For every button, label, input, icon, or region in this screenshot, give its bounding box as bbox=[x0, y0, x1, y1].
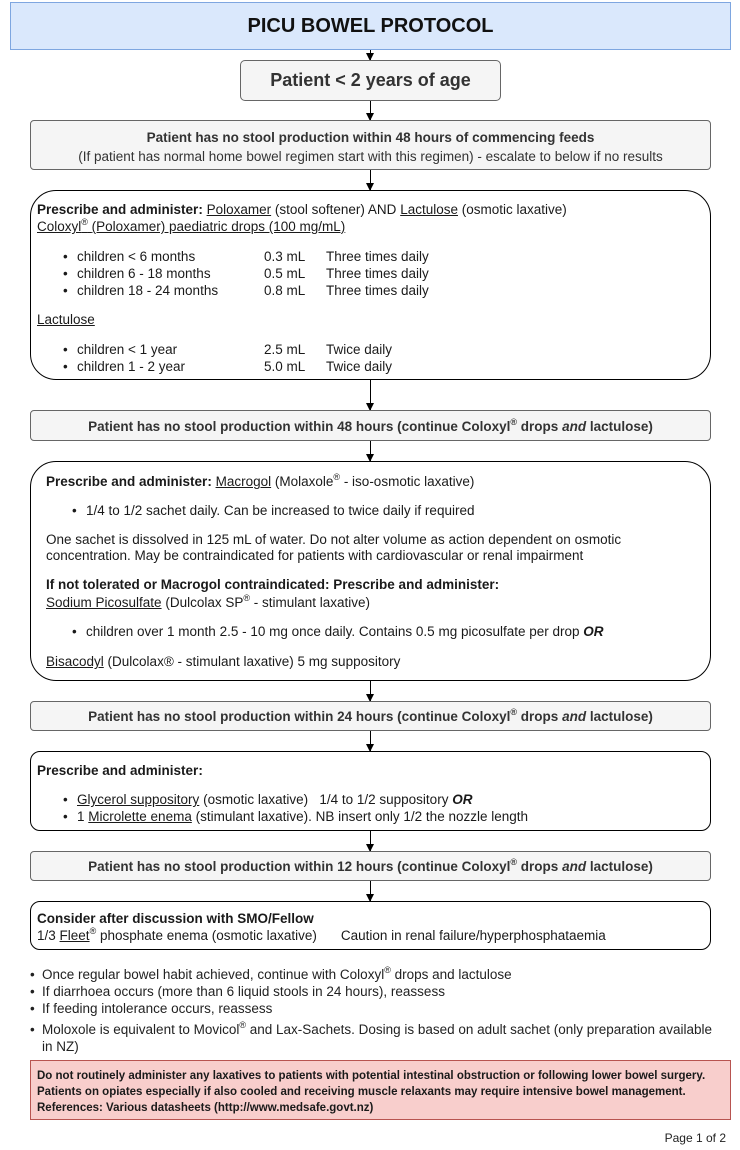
bisacodyl-line: Bisacodyl (Dulcolax® - stimulant laxative) 5 mg suppository bbox=[46, 654, 401, 669]
glycerol-item: • Glycerol suppository (osmotic laxative) 1/4 to 1/2 suppository OR bbox=[61, 791, 704, 808]
page-number: Page 1 of 2 bbox=[664, 1131, 726, 1145]
coloxyl-heading: Coloxyl® (Poloxamer) paediatric drops (100 mg/mL) bbox=[37, 217, 346, 234]
dose-frequency: Twice daily bbox=[326, 342, 393, 357]
dose-group: children < 6 months bbox=[77, 249, 196, 264]
dose-amount: 5.0 mL bbox=[264, 359, 306, 374]
dose-group: children < 1 year bbox=[77, 342, 178, 357]
age-criteria-box: Patient < 2 years of age bbox=[240, 60, 501, 101]
macrogol-box bbox=[30, 461, 711, 681]
step-48h-feeds-line1: Patient has no stool production within 48 hours of commencing feeds bbox=[146, 130, 595, 145]
note-item: • Moloxole is equivalent to Movicol® and Lax-Sachets. Dosing is based on adult sachet (only preparation available in NZ) bbox=[28, 1021, 718, 1055]
dose-group: children 1 - 2 year bbox=[77, 359, 186, 374]
dose-row bbox=[61, 282, 704, 299]
dose-row bbox=[61, 358, 704, 375]
step-48h-feeds-line2: (If patient has normal home bowel regimen start with this regimen) - escalate to below if no results bbox=[78, 149, 663, 164]
dose-frequency: Three times daily bbox=[326, 249, 429, 264]
dose-row bbox=[61, 248, 704, 265]
lactulose-heading: Lactulose bbox=[37, 312, 95, 327]
poloxamer-label: Poloxamer bbox=[206, 202, 272, 217]
lactulose-desc: (osmotic laxative) bbox=[461, 202, 567, 217]
protocol-title: PICU BOWEL PROTOCOL bbox=[10, 2, 731, 50]
dose-amount: 0.3 mL bbox=[264, 249, 306, 264]
note-item: • Once regular bowel habit achieved, continue with Coloxyl® drops and lactulose bbox=[28, 966, 718, 983]
connector-arrow bbox=[370, 731, 371, 751]
protocol-notes bbox=[28, 966, 718, 1055]
note-item: • If diarrhoea occurs (more than 6 liquid stools in 24 hours), reassess bbox=[28, 983, 718, 1000]
coloxyl-dose-list bbox=[61, 248, 704, 299]
renal-caution: Caution in renal failure/hyperphosphataemia bbox=[340, 928, 606, 943]
glycerol-microlette-box bbox=[30, 751, 711, 831]
connector-arrow bbox=[370, 380, 371, 410]
connector-arrow bbox=[370, 170, 371, 190]
box1-prescribe-line bbox=[37, 201, 704, 218]
poloxamer-desc: (stool softener) AND bbox=[274, 202, 397, 217]
dose-amount: 2.5 mL bbox=[264, 342, 306, 357]
connector-arrow bbox=[370, 881, 371, 901]
picosulfate-line: Sodium Picosulfate (Dulcolax SP® - stimulant laxative) bbox=[46, 593, 371, 610]
dose-amount: 0.5 mL bbox=[264, 266, 306, 281]
alt-heading: If not tolerated or Macrogol contraindicated: Prescribe and administer: bbox=[46, 577, 500, 592]
smo-heading: Consider after discussion with SMO/Fellow bbox=[37, 911, 314, 926]
connector-arrow bbox=[370, 50, 371, 60]
note-item: • If feeding intolerance occurs, reassess bbox=[28, 1000, 718, 1017]
connector-arrow bbox=[370, 441, 371, 461]
fleet-line: 1/3 Fleet® phosphate enema (osmotic laxative) Caution in renal failure/hyperphosphataemia bbox=[37, 926, 606, 943]
lactulose-label: Lactulose bbox=[400, 202, 458, 217]
dose-frequency: Three times daily bbox=[326, 266, 429, 281]
step-48h-continue: Patient has no stool production within 48 hours (continue Coloxyl® drops and lactulose) bbox=[30, 410, 711, 441]
dose-group: children 18 - 24 months bbox=[77, 283, 219, 298]
step-48h-feeds bbox=[30, 120, 711, 170]
dose-frequency: Three times daily bbox=[326, 283, 429, 298]
dose-row bbox=[61, 341, 704, 358]
macrogol-note: One sachet is dissolved in 125 mL of water. Do not alter volume as action dependent on osmotic concentration. May be contraindicated for patients with cardiovascular or renal impairment bbox=[46, 532, 622, 563]
prescribe-label: Prescribe and administer: bbox=[37, 202, 203, 217]
dose-amount: 0.8 mL bbox=[264, 283, 306, 298]
connector-arrow bbox=[370, 101, 371, 120]
dose-group: children 6 - 18 months bbox=[77, 266, 211, 281]
macrogol-label: Macrogol bbox=[215, 474, 272, 489]
lactulose-dose-list bbox=[61, 341, 704, 375]
connector-arrow bbox=[370, 831, 371, 851]
connector-arrow bbox=[370, 681, 371, 701]
prescribe-label: Prescribe and administer: bbox=[46, 474, 212, 489]
macrogol-dose: • 1/4 to 1/2 sachet daily. Can be increased to twice daily if required bbox=[70, 503, 695, 519]
microlette-item: • 1 Microlette enema (stimulant laxative). NB insert only 1/2 the nozzle length bbox=[61, 808, 704, 825]
warning-box: Do not routinely administer any laxatives to patients with potential intestinal obstruction or following lower bowel surgery. Patients on opiates especially if also cooled and receiving muscle relaxants may require intensive bowel management. References: Various datasheets (http://www.medsafe.govt.nz) bbox=[30, 1060, 731, 1120]
coloxyl-lactulose-box bbox=[30, 190, 711, 380]
fleet-enema-box bbox=[30, 901, 711, 950]
picosulfate-dose: • children over 1 month 2.5 - 10 mg once daily. Contains 0.5 mg picosulfate per drop OR bbox=[70, 624, 695, 640]
dose-frequency: Twice daily bbox=[326, 359, 393, 374]
step-12h-continue: Patient has no stool production within 12 hours (continue Coloxyl® drops and lactulose) bbox=[30, 851, 711, 881]
box2-prescribe-line: Prescribe and administer: Macrogol (Molaxole® - iso-osmotic laxative) bbox=[46, 472, 475, 489]
prescribe-label: Prescribe and administer: bbox=[37, 763, 203, 778]
dose-row bbox=[61, 265, 704, 282]
step-24h-continue: Patient has no stool production within 24 hours (continue Coloxyl® drops and lactulose) bbox=[30, 701, 711, 731]
